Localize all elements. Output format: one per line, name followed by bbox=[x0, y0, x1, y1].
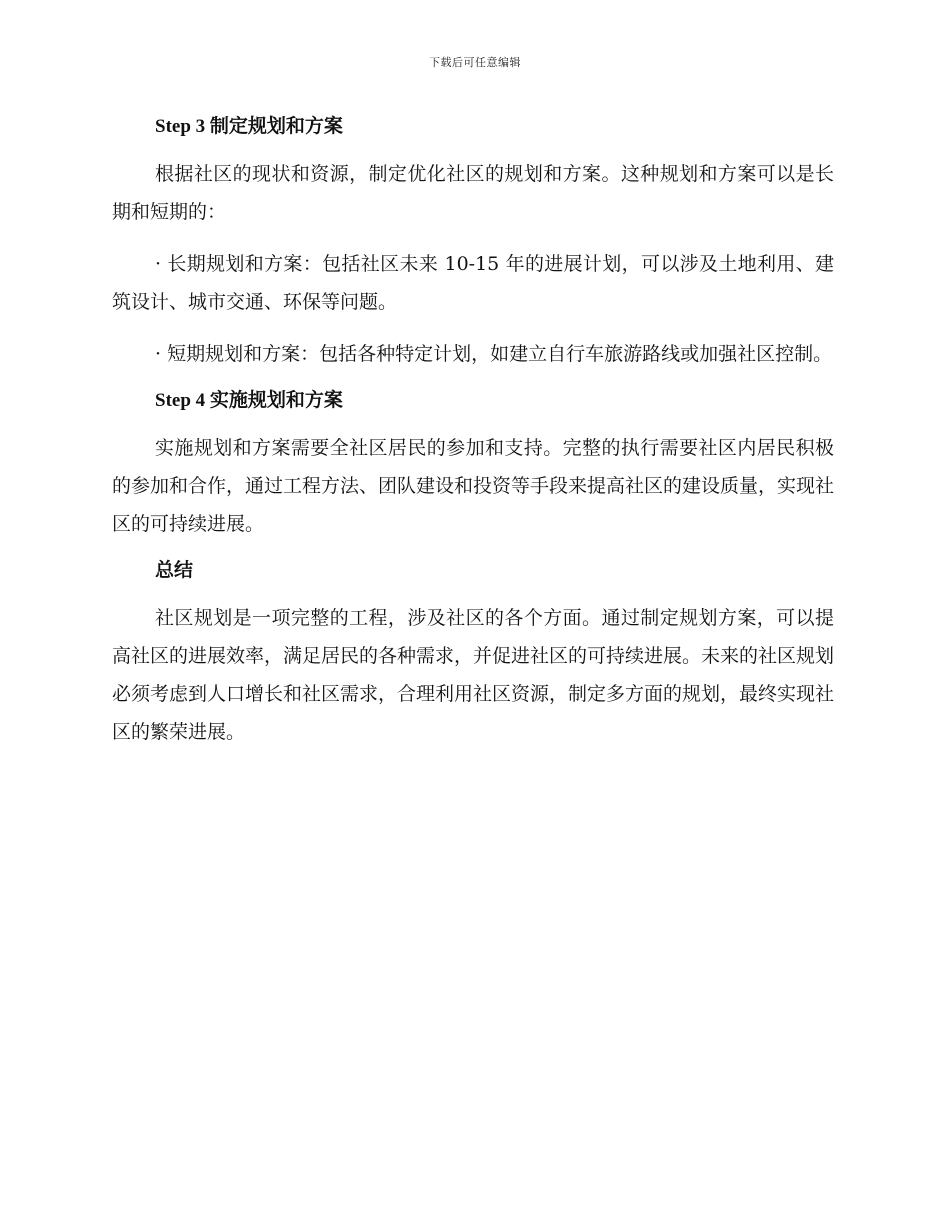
document-body bbox=[112, 112, 834, 751]
step3-intro-paragraph: 根据社区的现状和资源，制定优化社区的规划和方案。这种规划和方案可以是长期和短期的： bbox=[112, 163, 834, 223]
step4-heading: Step 4 实施规划和方案 bbox=[155, 390, 343, 411]
step3-heading: Step 3 制定规划和方案 bbox=[155, 116, 343, 137]
summary-heading: 总结 bbox=[155, 560, 194, 581]
step3-long-term-bullet: · 长期规划和方案：包括社区未来 10-15 年的进展计划，可以涉及土地利用、建筑设计、城市交通、环保等问题。 bbox=[112, 253, 834, 313]
header-note: 下载后可任意编辑 bbox=[429, 56, 521, 69]
step4-body-paragraph: 实施规划和方案需要全社区居民的参加和支持。完整的执行需要社区内居民积极的参加和合作，通过工程方法、团队建设和投资等手段来提高社区的建设质量，实现社区的可持续进展。 bbox=[112, 437, 835, 535]
step3-short-term-bullet: · 短期规划和方案：包括各种特定计划，如建立自行车旅游路线或加强社区控制。 bbox=[155, 343, 833, 365]
summary-body-paragraph: 社区规划是一项完整的工程，涉及社区的各个方面。通过制定规划方案，可以提高社区的进展效率，满足居民的各种需求，并促进社区的可持续进展。未来的社区规划必须考虑到人口增长和社区需求，合理利用社区资源，制定多方面的规划，最终实现社区的繁荣进展。 bbox=[112, 607, 835, 743]
